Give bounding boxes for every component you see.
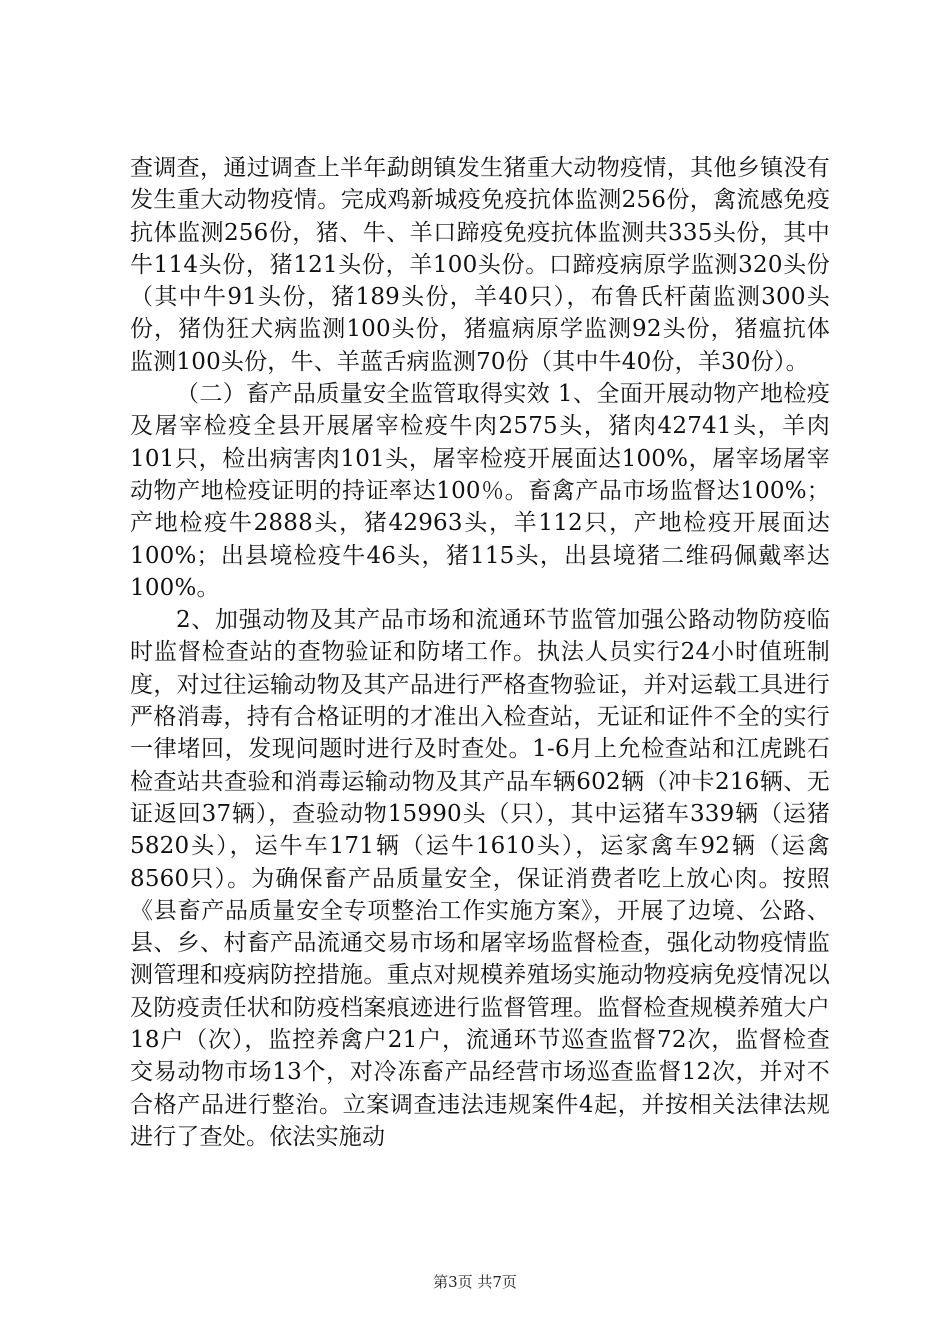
paragraph-3: 2、加强动物及其产品市场和流通环节监管加强公路动物防疫临时监督检查站的查物验证和防堵工作。执法人员实行24小时值班制度，对过往运输动物及其产品进行严格查物验证，并对运载工具进行严格消毒，持有合格证明的才准出入检查站，无证和证件不全的实行一律堵回，发现问题时进行及时查处。1-6月上允检查站和江虎跳石检查站共查验和消毒运输动物及其产品车辆602辆（冲卡216辆、无证返回37辆），查验动物15990头（只），其中运猪车339辆（运猪5820头），运牛车171辆（运牛1610头），运家禽车92辆（运禽8560只）。为确保畜产品质量安全，保证消费者吃上放心肉。按照《县畜产品质量安全专项整治工作实施方案》，开展了边境、公路、县、乡、村畜产品流通交易市场和屠宰场监督检查，强化动物疫情监测管理和疫病防控措施。重点对规模养殖场实施动物疫病免疫情况以及防疫责任状和防疫档案痕迹进行监督管理。监督检查规模养殖大户18户（次），监控养禽户21户，流通环节巡查监督72次，监督检查交易动物市场13个，对冷冻畜产品经营市场巡查监督12次，并对不合格产品进行整治。立案调查违法违规案件4起，并按相关法律法规进行了查处。依法实施动	[130, 607, 830, 1150]
paragraph-2: （二）畜产品质量安全监管取得实效 1、全面开展动物产地检疫及屠宰检疫全县开展屠宰检疫牛肉2575头，猪肉42741头，羊肉101只，检出病害肉101头，屠宰检疫开展面达100%，屠宰场屠宰动物产地检疫证明的持证率达100％。畜禽产品市场监督达100%；产地检疫牛2888头，猪42963头，羊112只，产地检疫开展面达100%；出县境检疫牛46头，猪115头，出县境猪二维码佩戴率达100%。	[130, 381, 830, 601]
page-footer: 第3页 共7页	[433, 1273, 517, 1291]
body-text	[130, 152, 830, 1153]
paragraph-1: 查调查，通过调查上半年勐朗镇发生猪重大动物疫情，其他乡镇没有发生重大动物疫情。完成鸡新城疫免疫抗体监测256份，禽流感免疫抗体监测256份，猪、牛、羊口蹄疫免疫抗体监测共335头份，其中牛114头份，猪121头份，羊100头份。口蹄疫病原学监测320头份（其中牛91头份，猪189头份，羊40只），布鲁氏杆菌监测300头份，猪伪狂犬病监测100头份，猪瘟病原学监测92头份，猪瘟抗体监测100头份，牛、羊蓝舌病监测70份（其中牛40份，羊30份）。	[130, 155, 830, 375]
